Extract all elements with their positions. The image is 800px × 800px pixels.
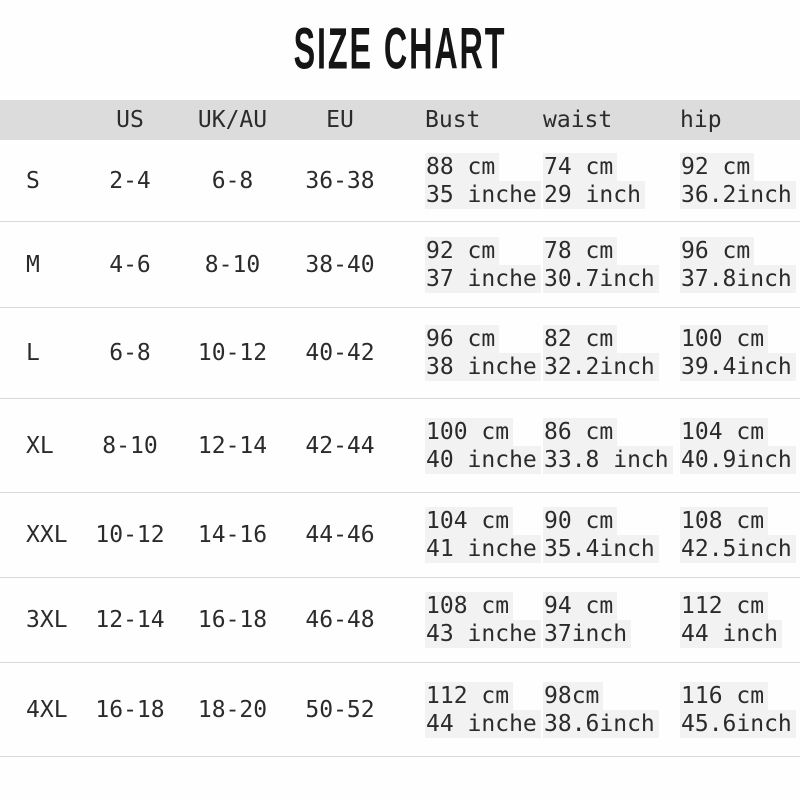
hip-cm-value: 96 cm	[680, 237, 754, 265]
ukau-size-value: 18-20	[197, 696, 268, 723]
waist-measurement	[535, 153, 670, 209]
waist-inch-value: 33.8 inch	[543, 446, 673, 474]
size-label: L	[26, 340, 40, 366]
table-row	[0, 222, 800, 308]
bust-measurement	[385, 592, 535, 648]
bust-cm-value: 92 cm	[425, 237, 499, 265]
page-title: SIZE CHART	[293, 16, 507, 82]
waist-measurement	[535, 592, 670, 648]
waist-inch-value: 37inch	[543, 620, 631, 648]
bust-measurement	[385, 507, 535, 563]
size-label: 4XL	[26, 696, 68, 723]
hip-measurement	[670, 592, 800, 648]
hip-measurement	[670, 325, 800, 381]
eu-size-value: 38-40	[305, 251, 375, 278]
ukau-size-value: 14-16	[197, 522, 268, 548]
hip-measurement	[670, 682, 800, 738]
us-size-value: 2-4	[109, 167, 151, 194]
us-size-value: 6-8	[109, 340, 151, 366]
waist-measurement	[535, 418, 670, 474]
table-header-row	[0, 100, 800, 140]
bust-measurement	[385, 237, 535, 293]
waist-cm-value: 86 cm	[543, 418, 617, 446]
bust-inch-value: 41 inche	[425, 535, 541, 563]
header-hip: hip	[680, 107, 722, 133]
size-label: XL	[26, 432, 54, 459]
hip-inch-value: 42.5inch	[680, 535, 796, 563]
title-area	[0, 0, 800, 100]
waist-inch-value: 30.7inch	[543, 265, 659, 293]
eu-size-value: 50-52	[305, 696, 375, 723]
us-size-value: 8-10	[102, 432, 158, 459]
header-bust: Bust	[425, 107, 481, 133]
ukau-size-value: 6-8	[211, 167, 254, 194]
hip-inch-value: 45.6inch	[680, 710, 796, 738]
bust-inch-value: 44 inche	[425, 710, 541, 738]
waist-cm-value: 78 cm	[543, 237, 617, 265]
bust-inch-value: 38 inche	[425, 353, 541, 381]
eu-size-value: 44-46	[305, 522, 375, 548]
bust-inch-value: 43 inche	[425, 620, 541, 648]
ukau-size-value: 10-12	[197, 340, 268, 366]
waist-measurement	[535, 237, 670, 293]
us-size-value: 12-14	[95, 607, 165, 633]
bust-cm-value: 88 cm	[425, 153, 499, 181]
eu-size-value: 40-42	[305, 340, 375, 366]
waist-cm-value: 94 cm	[543, 592, 617, 620]
waist-measurement	[535, 325, 670, 381]
bust-measurement	[385, 682, 535, 738]
size-label: M	[26, 251, 40, 278]
header-us: US	[116, 107, 144, 133]
size-label: S	[26, 167, 40, 194]
waist-inch-value: 38.6inch	[543, 710, 659, 738]
hip-cm-value: 104 cm	[680, 418, 768, 446]
bust-inch-value: 37 inche	[425, 265, 541, 293]
waist-inch-value: 35.4inch	[543, 535, 659, 563]
ukau-size-value: 8-10	[204, 251, 261, 278]
table-row	[0, 140, 800, 222]
size-label: 3XL	[26, 607, 68, 633]
hip-inch-value: 36.2inch	[680, 181, 796, 209]
bust-measurement	[385, 325, 535, 381]
waist-cm-value: 90 cm	[543, 507, 617, 535]
hip-measurement	[670, 507, 800, 563]
header-ukau: UK/AU	[197, 107, 268, 133]
hip-measurement	[670, 237, 800, 293]
table-row	[0, 578, 800, 663]
bust-inch-value: 35 inche	[425, 181, 541, 209]
waist-inch-value: 29 inch	[543, 181, 645, 209]
header-waist: waist	[543, 107, 613, 133]
waist-cm-value: 98cm	[543, 682, 603, 710]
bust-cm-value: 108 cm	[425, 592, 513, 620]
hip-measurement	[670, 153, 800, 209]
waist-cm-value: 82 cm	[543, 325, 617, 353]
hip-cm-value: 116 cm	[680, 682, 768, 710]
hip-inch-value: 37.8inch	[680, 265, 796, 293]
hip-inch-value: 40.9inch	[680, 446, 796, 474]
eu-size-value: 42-44	[305, 432, 375, 459]
size-label: XXL	[26, 522, 68, 548]
bust-cm-value: 112 cm	[425, 682, 513, 710]
table-row	[0, 493, 800, 578]
hip-cm-value: 100 cm	[680, 325, 768, 353]
eu-size-value: 36-38	[305, 167, 375, 194]
bust-inch-value: 40 inche	[425, 446, 541, 474]
bust-cm-value: 104 cm	[425, 507, 513, 535]
bust-measurement	[385, 418, 535, 474]
table-row	[0, 308, 800, 399]
us-size-value: 10-12	[95, 522, 165, 548]
hip-measurement	[670, 418, 800, 474]
hip-inch-value: 39.4inch	[680, 353, 796, 381]
waist-measurement	[535, 507, 670, 563]
ukau-size-value: 12-14	[197, 432, 268, 459]
waist-measurement	[535, 682, 670, 738]
hip-cm-value: 112 cm	[680, 592, 768, 620]
size-chart-table	[0, 100, 800, 757]
waist-cm-value: 74 cm	[543, 153, 617, 181]
bust-measurement	[385, 153, 535, 209]
hip-inch-value: 44 inch	[680, 620, 782, 648]
table-row	[0, 399, 800, 493]
us-size-value: 4-6	[109, 251, 151, 278]
bust-cm-value: 100 cm	[425, 418, 513, 446]
table-body	[0, 140, 800, 757]
bust-cm-value: 96 cm	[425, 325, 499, 353]
table-row	[0, 663, 800, 757]
eu-size-value: 46-48	[305, 607, 375, 633]
waist-inch-value: 32.2inch	[543, 353, 659, 381]
hip-cm-value: 92 cm	[680, 153, 754, 181]
ukau-size-value: 16-18	[197, 607, 268, 633]
us-size-value: 16-18	[95, 696, 165, 723]
hip-cm-value: 108 cm	[680, 507, 768, 535]
header-eu: EU	[326, 107, 354, 133]
